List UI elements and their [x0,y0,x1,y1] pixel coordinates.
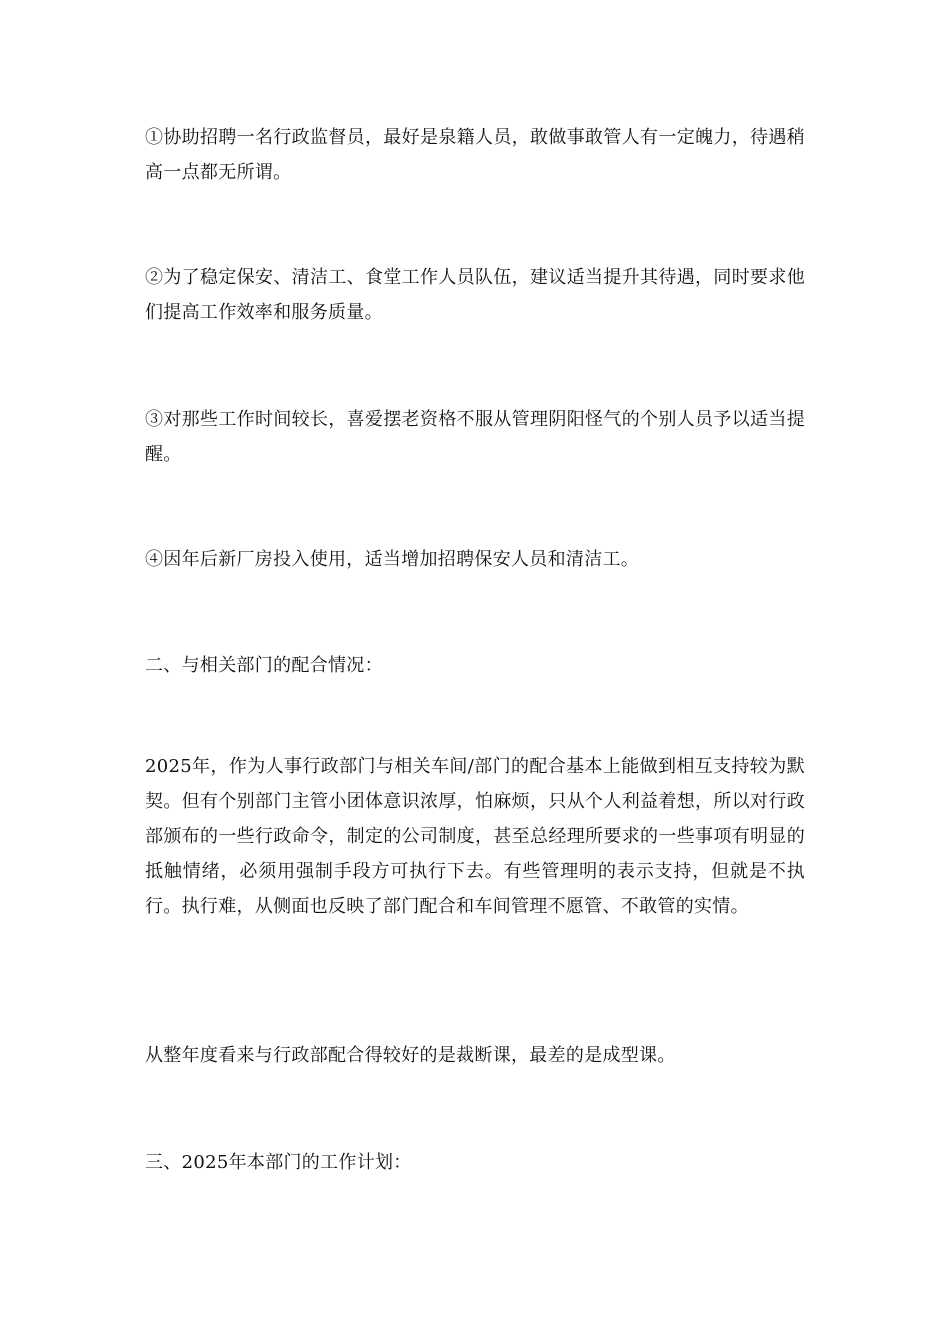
section-heading-cooperation: 二、与相关部门的配合情况： [145,655,383,676]
paragraph-item-3: ③对那些工作时间较长，喜爱摆老资格不服从管理阴阳怪气的个别人员予以适当提醒。 [145,409,805,465]
section-heading-work-plan: 三、2025年本部门的工作计划： [145,1152,412,1173]
paragraph-item-4: ④因年后新厂房投入使用，适当增加招聘保安人员和清洁工。 [145,549,640,570]
paragraph-item-1: ①协助招聘一名行政监督员，最好是泉籍人员，敢做事敢管人有一定魄力，待遇稍高一点都无所谓。 [145,127,805,183]
paragraph-cooperation-summary: 从整年度看来与行政部配合得较好的是裁断课，最差的是成型课。 [145,1045,676,1066]
paragraph-cooperation-body: 2025年，作为人事行政部门与相关车间/部门的配合基本上能做到相互支持较为默契。但有个别部门主管小团体意识浓厚，怕麻烦，只从个人利益着想，所以对行政部颁布的一些行政命令，制定的公司制度，甚至总经理所要求的一些事项有明显的抵触情绪，必须用强制手段方可执行下去。有些管理明的表示支持，但就是不执行。执行难，从侧面也反映了部门配合和车间管理不愿管、不敢管的实情。 [145,756,805,917]
paragraph-item-2: ②为了稳定保安、清洁工、食堂工作人员队伍，建议适当提升其待遇，同时要求他们提高工作效率和服务质量。 [145,267,805,323]
